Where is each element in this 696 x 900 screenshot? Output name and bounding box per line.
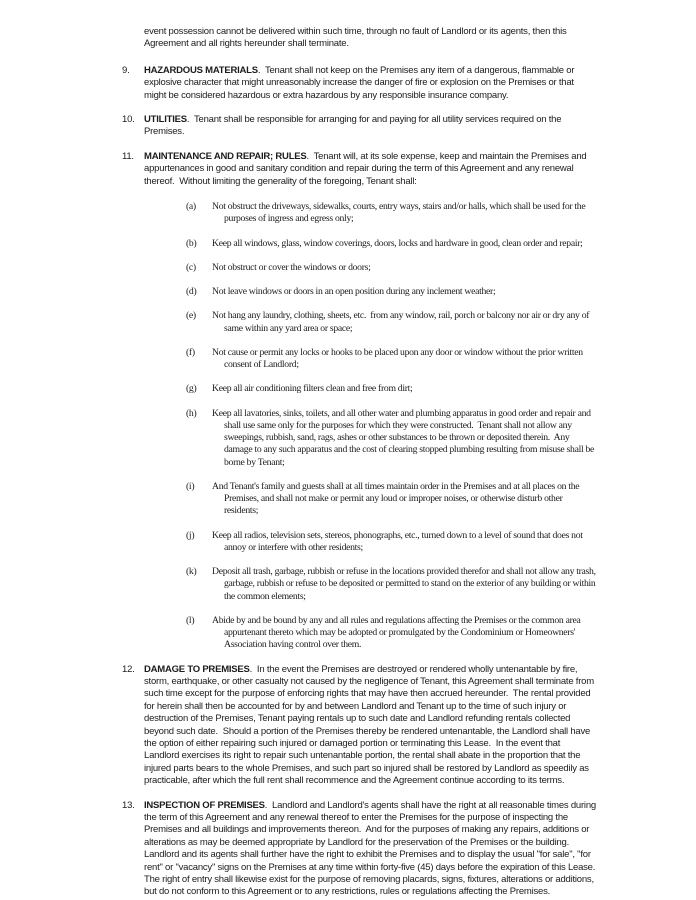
subitem-text: Keep all windows, glass, window coverings, doors, locks and hardware in good, clean order and repair; — [212, 237, 583, 249]
subitem-label: (c) — [186, 261, 196, 273]
subitem-label: (e) — [186, 310, 196, 322]
subitem-label: (b) — [186, 237, 197, 249]
subitem-text: Keep all radios, television sets, stereos, phonographs, etc., turned down to a level of sound that does not annoy or interfere with other residents; — [212, 529, 585, 553]
subitem-text: Not obstruct the driveways, sidewalks, courts, entry ways, stairs and/or halls, which shall be used for the purposes of ingress and egress only; — [212, 201, 588, 225]
subitem-a — [186, 201, 596, 226]
subitem-text: Not cause or permit any locks or hooks to be placed upon any door or window without the prior written consent of Landlord; — [212, 346, 585, 371]
subitem-c — [186, 261, 596, 274]
item-body: . Tenant shall be responsible for arranging for and paying for all utility services required on the Premises. — [144, 114, 564, 138]
item-body: . In the event the Premises are destroyed or rendered wholly untenantable by fire, storm, earthquake, or other casualty not caused by the negligence of Tenant, this Agreement shall terminate from such time except for the purpose of enforcing rights that may have then accrued hereunder. The rental provided for herein shall then be accounted for by and between Landlord and Tenant up to the time of such injury or destruction of the Premises, Tenant paying rentals up to such date and Landlord refunding rentals collected beyond such date. Should a portion of the Premises thereby be rendered untenantable, the Landlord shall have the option of either repairing such injured or damaged portion or terminating this Lease. In the event that Landlord exercises its right to repair such untenantable portion, the rental shall abate in the proportion that the injured parts bears to the whole Premises, and such part so injured shall be restored by Landlord as speedily as practicable, after which the full rent shall recommence and the Agreement continue according to its terms. — [144, 663, 597, 787]
subitem-label: (h) — [186, 407, 197, 419]
item-number: 12. — [122, 663, 135, 675]
subitem-g — [186, 383, 596, 395]
continuation-paragraph: event possession cannot be delivered within such time, through no fault of Landlord or its agents, then this Agreement and all rights hereunder shall terminate. — [144, 26, 569, 50]
subitem-l — [186, 614, 596, 652]
rules-sublist — [144, 201, 596, 652]
subitem-e — [186, 310, 596, 335]
subitem-text: Not hang any laundry, clothing, sheets, etc. from any window, rail, porch or balcony nor air or dry any of same within any yard area or space; — [212, 310, 592, 334]
subitem-text: Abide by and be bound by any and all rules and regulations affecting the Premises or the common area appurtenant thereto which may be adopted or promulgated by the Condominium or Homeowners' Association having control over them. — [212, 614, 583, 651]
item-number: 9. — [122, 64, 130, 76]
subitem-j — [186, 529, 596, 555]
subitem-text: Keep all lavatories, sinks, toilets, and all other water and plumbing apparatus in good order and repair and shall use same only for the purposes for which they were constructed. Tenant shall not allow any sweepings, rubbish, sand, rags, ashes or other substances to be thrown or deposited therein. Any damage to any such apparatus and the cost of clearing stopped plumbing resulting from misuse shall be borne by Tenant; — [212, 407, 597, 468]
subitem-label: (d) — [186, 286, 197, 298]
subitem-text: And Tenant's family and guests shall at all times maintain order in the Premises and at all places on the Premises, and shall not make or permit any loud or improper noises, or otherwise disturb other residents; — [212, 480, 582, 517]
item-heading: UTILITIES — [144, 114, 187, 126]
item-number: 10. — [122, 114, 135, 126]
subitem-b — [186, 237, 596, 250]
subitem-label: (f) — [186, 346, 195, 358]
item-heading: MAINTENANCE AND REPAIR; RULES — [144, 150, 307, 162]
subitem-label: (j) — [186, 529, 195, 541]
subitem-label: (l) — [186, 614, 195, 626]
item-body: . Tenant shall not keep on the Premises any item of a dangerous, flammable or explosive character that might unreasonably increase the danger of fire or explosion on the Premises or that might be considered hazardous or extra hazardous by any responsible insurance company. — [144, 64, 577, 101]
item-maintenance-and-repair-rules — [122, 151, 596, 652]
subitem-label: (k) — [186, 566, 197, 578]
item-body: . Tenant will, at its sole expense, keep and maintain the Premises and appurtenances in good and sanitary condition and repair during the term of this Agreement and any renewal thereof. Without limiting the generality of the foregoing, Tenant shall: — [144, 150, 589, 187]
item-body: . Landlord and Landlord's agents shall have the right at all reasonable times during the term of this Agreement and any renewal thereof to enter the Premises for the purpose of inspecting the Premises and all buildings and improvements thereon. And for the purposes of making any repairs, additions or alterations as may be deemed appropriate by Landlord for the preservation of the Premises or the building. Landlord and its agents shall further have the right to exhibit the Premises and to display the usual "for sale", "for rent" or "vacancy" signs on the Premises at any time within forty-five (45) days before the expiration of this Lease. The right of entry shall likewise exist for the purpose of removing placards, signs, fixtures, alterations or additions, but do not conform to this Agreement or to any restrictions, rules or regulations affecting the Premises. — [144, 799, 603, 898]
item-inspection-of-premises — [122, 799, 603, 899]
subitem-label: (g) — [186, 383, 197, 395]
subitem-text: Not leave windows or doors in an open position during any inclement weather; — [212, 286, 496, 298]
item-heading: HAZARDOUS MATERIALS — [144, 64, 258, 76]
item-utilities — [122, 114, 596, 139]
subitem-d — [186, 286, 596, 298]
item-damage-to-premises — [122, 664, 596, 788]
subitem-text: Deposit all trash, garbage, rubbish or refuse in the locations provided therefor and shall not allow any trash, garbage, rubbish or refuse to be deposited or permitted to stand on the exterior of any building or within the common elements; — [212, 566, 598, 602]
subitem-label: (a) — [186, 201, 196, 213]
subitem-label: (i) — [186, 480, 195, 492]
item-hazardous-materials — [122, 65, 596, 102]
subitem-text: Not obstruct or cover the windows or doors; — [212, 261, 371, 273]
subitem-text: Keep all air conditioning filters clean and free from dirt; — [212, 383, 413, 395]
subitem-k — [186, 566, 598, 603]
item-heading: DAMAGE TO PREMISES — [144, 663, 250, 675]
subitem-h — [186, 407, 597, 469]
subitem-f — [186, 346, 596, 372]
item-number: 11. — [122, 150, 134, 162]
item-heading: INSPECTION OF PREMISES — [144, 799, 265, 811]
subitem-i — [186, 480, 596, 518]
item-number: 13. — [122, 799, 135, 811]
